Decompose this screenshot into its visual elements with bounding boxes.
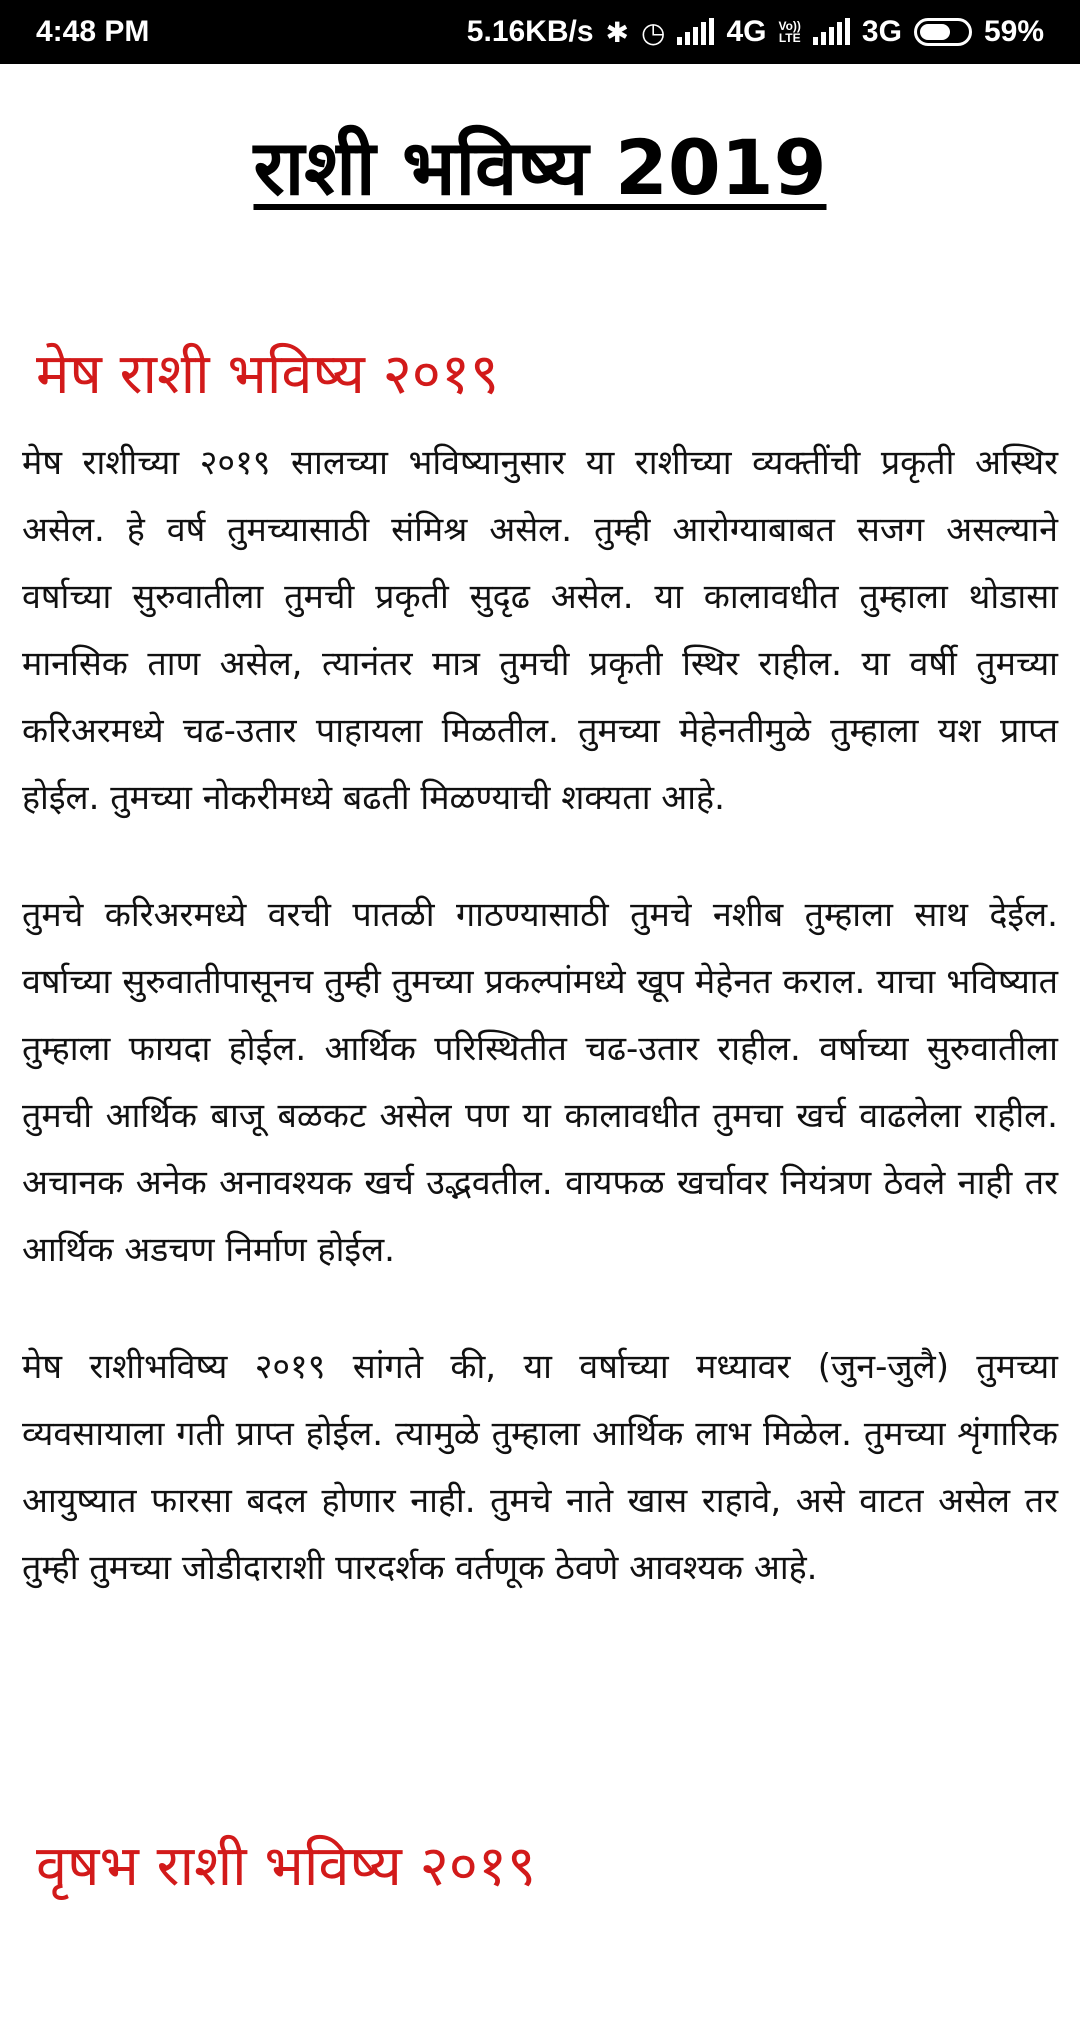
volte-bottom: LTE bbox=[778, 31, 801, 45]
paragraph: मेष राशीभविष्य २०१९ सांगते की, या वर्षाच्या मध्यावर (जुन-जुलै) तुमच्या व्यवसायाला गती प्राप्त होईल. त्यामुळे तुम्हाला आर्थिक लाभ मिळेल. तुमच्या शृंगारिक आयुष्यात फारसा बदल होणार नाही. तुमचे नाते खास राहावे, असे वाटत असेल तर तुम्ही तुमच्या जोडीदाराशी पारदर्शक वर्तणूक ठेवणे आवश्यक आहे. bbox=[22, 1347, 1058, 1588]
volte-icon bbox=[778, 20, 800, 44]
signal-icon-2 bbox=[813, 19, 850, 45]
section-heading-vrushabh: वृषभ राशी भविष्य २०१९ bbox=[36, 1834, 537, 1899]
status-bar bbox=[0, 0, 1080, 64]
network-speed: 5.16KB/s bbox=[466, 15, 594, 48]
article-content bbox=[22, 320, 1058, 1922]
paragraph: मेष राशीच्या २०१९ सालच्या भविष्यानुसार या राशीच्या व्यक्तींची प्रकृती अस्थिर असेल. हे वर्ष तुमच्यासाठी संमिश्र असेल. तुम्ही आरोग्याबाबत सजग असल्याने वर्षाच्या सुरुवातीला तुमची प्रकृती सुदृढ असेल. या कालावधीत तुम्हाला थोडासा मानसिक ताण असेल, त्यानंतर मात्र तुमची प्रकृती स्थिर राहील. या वर्षी तुमच्या करिअरमध्ये चढ-उतार पाहायला मिळतील. तुमच्या मेहेनतीमुळे तुम्हाला यश प्राप्त होईल. तुमच्या नोकरीमध्ये बढती मिळण्याची शक्यता आहे. bbox=[22, 443, 1058, 818]
battery-percent: 59% bbox=[983, 15, 1044, 48]
alarm-icon: ◷ bbox=[641, 16, 666, 48]
section-spacer bbox=[22, 1602, 1058, 1812]
page-title bbox=[0, 118, 1080, 218]
paragraph: तुमचे करिअरमध्ये वरची पातळी गाठण्यासाठी तुमचे नशीब तुम्हाला साथ देईल. वर्षाच्या सुरुवातीपासूनच तुम्ही तुमच्या प्रकल्पांमध्ये खूप मेहेनत कराल. याचा भविष्यात तुम्हाला फायदा होईल. आर्थिक परिस्थितीत चढ-उतार राहील. वर्षाच्या सुरुवातीला तुमची आर्थिक बाजू बळकट असेल पण या कालावधीत तुमचा खर्च वाढलेला राहील. अचानक अनेक अनावश्यक खर्च उद्भवतील. वायफळ खर्चावर नियंत्रण ठेवले नाही तर आर्थिक अडचण निर्माण होईल. bbox=[22, 895, 1058, 1270]
network-type-2: 3G bbox=[861, 15, 902, 48]
network-type-1: 4G bbox=[726, 15, 767, 48]
volte-top: Vo)) bbox=[778, 19, 801, 33]
page-title-text: राशी भविष्य 2019 bbox=[253, 123, 827, 212]
bluetooth-icon: ✱ bbox=[605, 16, 630, 48]
status-time: 4:48 PM bbox=[36, 15, 150, 48]
signal-icon bbox=[677, 19, 714, 45]
status-indicators bbox=[467, 15, 1044, 49]
section-heading-mesh: मेष राशी भविष्य २०१९ bbox=[36, 342, 500, 407]
battery-icon bbox=[914, 18, 972, 46]
